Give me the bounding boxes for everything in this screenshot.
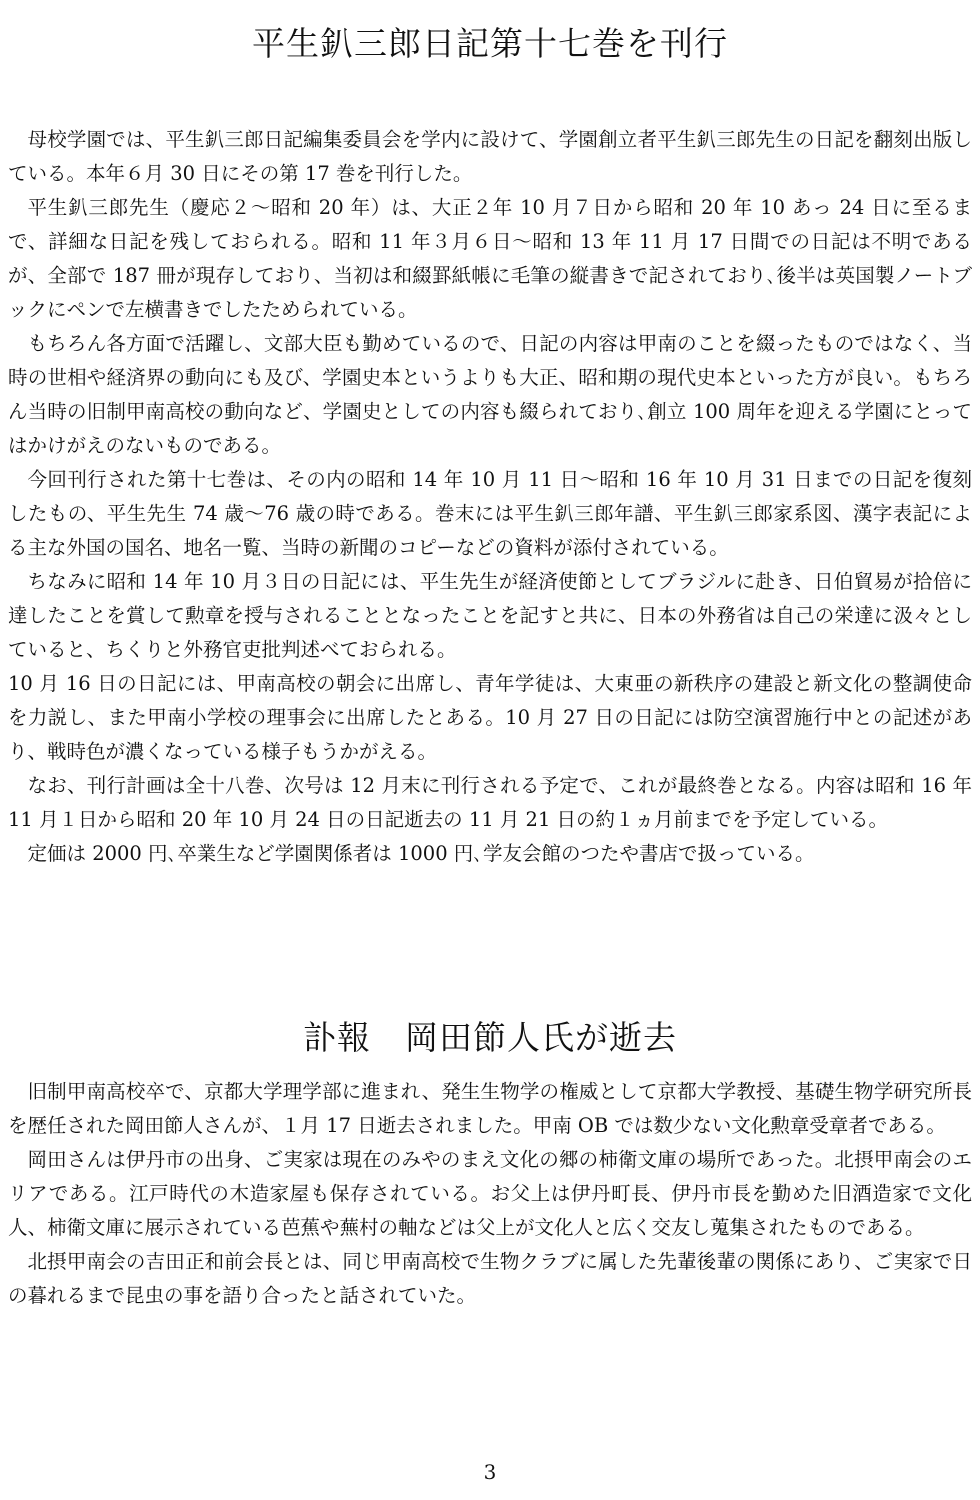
article-paragraph: 母校学園では、平生釟三郎日記編集委員会を学内に設けて、学園創立者平生釟三郎先生の日記を翻刻出版している。本年６月 30 日にその第 17 巻を刊行した。 — [8, 128, 972, 185]
article-paragraph: 定価は 2000 円､卒業生など学園関係者は 1000 円､学友会館のつたや書店で扱っている。 — [27, 842, 815, 865]
article-body — [8, 123, 972, 871]
obituary-paragraph: 岡田さんは伊丹市の出身、ご実家は現在のみやのまえ文化の郷の柿衛文庫の場所であった。北摂甲南会のエリアである。江戸時代の木造家屋も保存されている。お父上は伊丹町長、伊丹市長を勤めた旧酒造家で文化人、柿衛文庫に展示されている芭蕉や蕪村の軸などは父上が文化人と広く交友し蒐集されたものである。 — [8, 1148, 972, 1239]
obituary-paragraph: 旧制甲南高校卒で、京都大学理学部に進まれ、発生生物学の権威として京都大学教授、基礎生物学研究所長を歴任された岡田節人さんが、１月 17 日逝去されました。甲南 OB では数少ない文化勲章受章者である。 — [8, 1080, 972, 1137]
obituary-body — [8, 1075, 972, 1313]
page-number: 3 — [483, 1460, 497, 1484]
obituary-paragraph: 北摂甲南会の吉田正和前会長とは、同じ甲南高校で生物クラブに属した先輩後輩の関係にあり、ご実家で日の暮れるまで昆虫の事を語り合ったと話されていた。 — [8, 1250, 972, 1307]
article-paragraph: なお、刊行計画は全十八巻、次号は 12 月末に刊行される予定で、これが最終巻となる。内容は昭和 16 年 11 月１日から昭和 20 年 10 月 24 日の日記逝去の 11 月 21 日の約１ヵ月前までを予定している。 — [8, 774, 972, 831]
article-paragraph: 今回刊行された第十七巻は、その内の昭和 14 年 10 月 11 日〜昭和 16 年 10 月 31 日までの日記を復刻したもの、平生先生 74 歳〜76 歳の時である。巻末には平生釟三郎年譜、平生釟三郎家系図、漢字表記による主な外国の国名、地名一覧、当時の新聞のコピーなどの資料が添付されている。 — [8, 468, 972, 559]
article-paragraph: もちろん各方面で活躍し、文部大臣も勤めているので、日記の内容は甲南のことを綴ったものではなく、当時の世相や経済界の動向にも及び、学園史本というよりも大正、昭和期の現代史本といった方が良い。もちろん当時の旧制甲南高校の動向など、学園史としての内容も綴られており､創立 100 周年を迎える学園にとってはかけがえのないものである。 — [8, 332, 972, 457]
article-paragraph: 10 月 16 日の日記には、甲南高校の朝会に出席し、青年学徒は、大東亜の新秩序の建設と新文化の整調使命を力説し、また甲南小学校の理事会に出席したとある。10 月 27 日の日記には防空演習施行中との記述があり、戦時色が濃くなっている様子もうかがえる。 — [8, 672, 972, 763]
obituary-title: 訃報 岡田節人氏が逝去 — [303, 1018, 677, 1057]
article-paragraph: ちなみに昭和 14 年 10 月３日の日記には、平生先生が経済使節としてブラジルに赴き、日伯貿易が拾倍に達したことを賞して勲章を授与されることとなったことを記すと共に、日本の外務省は自己の栄達に汲々としていると、ちくりと外務官吏批判述べておられる。 — [8, 570, 972, 661]
article-paragraph: 平生釟三郎先生（慶応２〜昭和 20 年）は、大正２年 10 月７日から昭和 20 年 10 あっ 24 日に至るまで、詳細な日記を残しておられる。昭和 11 年３月６日〜昭和 13 年 11 月 17 日間での日記は不明であるが、全部で 187 冊が現存しており、当初は和綴罫紙帳に毛筆の縦書きで記されており､後半は英国製ノートブックにペンで左横書きでしたためられている。 — [8, 196, 972, 321]
article-title: 平生釟三郎日記第十七巻を刊行 — [252, 24, 728, 63]
